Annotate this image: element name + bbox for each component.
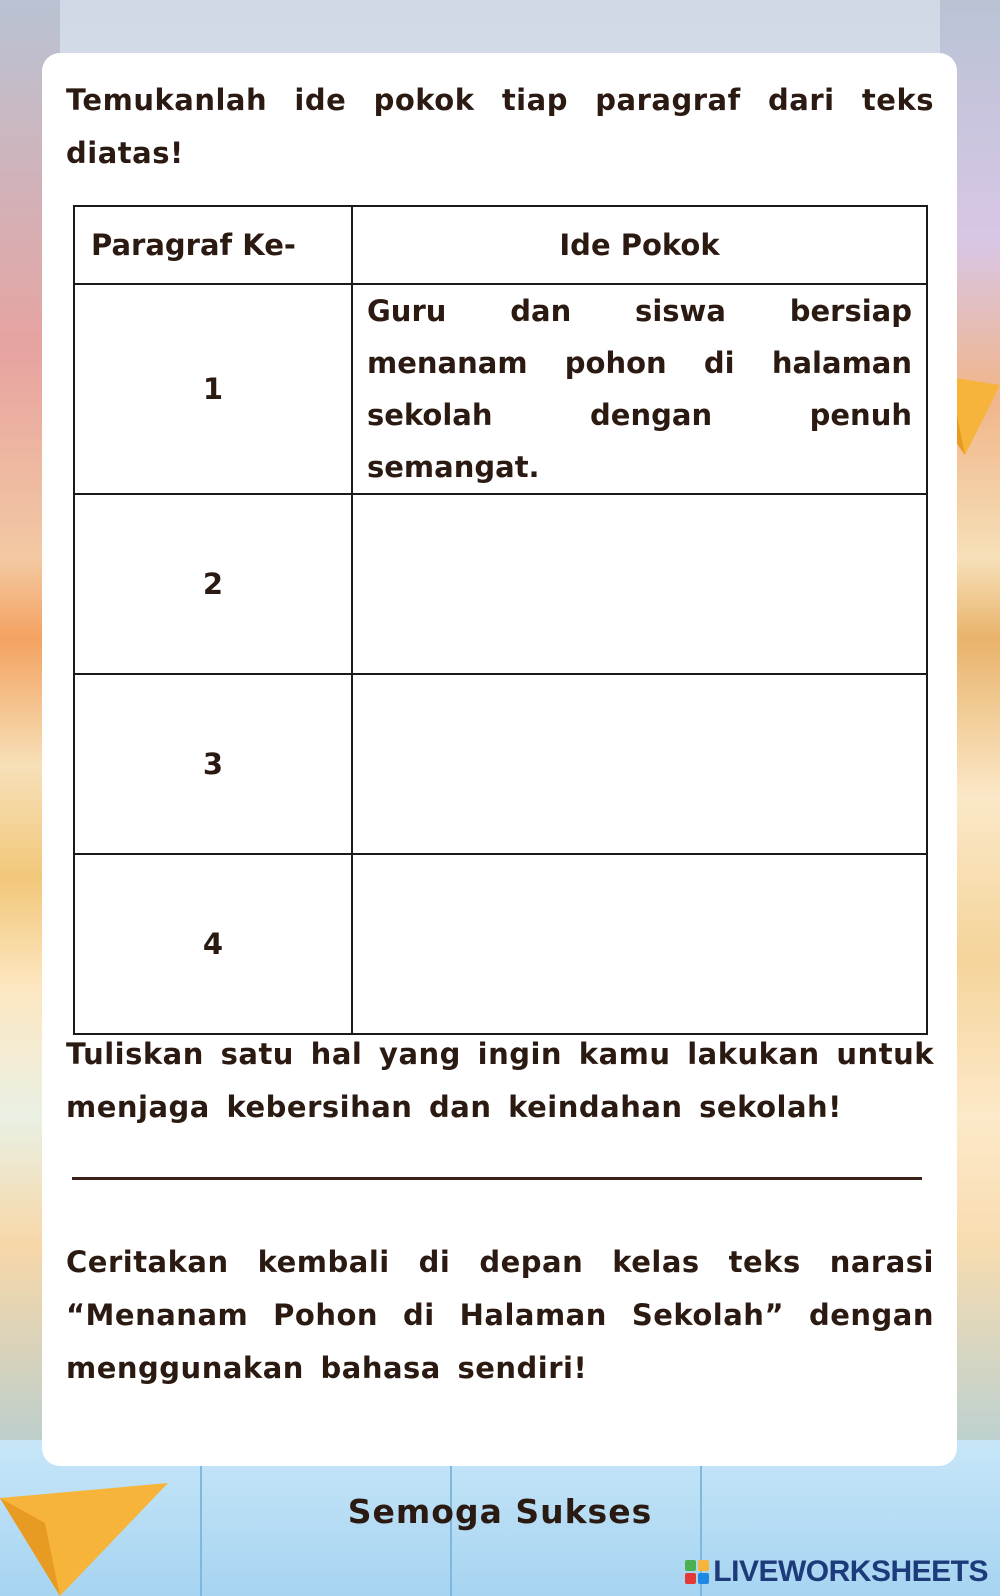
paragraph-number: 2 xyxy=(74,494,352,674)
paragraph-number: 4 xyxy=(74,854,352,1034)
main-idea-table xyxy=(73,205,928,1035)
main-idea-cell[interactable] xyxy=(352,494,927,674)
brand-name: LIVEWORKSHEETS xyxy=(713,1555,988,1588)
table-row xyxy=(74,284,927,494)
worksheet-card xyxy=(42,53,957,1466)
instruction-write-one-thing: Tuliskan satu hal yang ingin kamu lakukan untuk menjaga kebersihan dan keindahan sekolah! xyxy=(66,1037,934,1124)
brand-logo xyxy=(685,1555,988,1589)
answer-line[interactable] xyxy=(72,1177,922,1180)
table-row xyxy=(74,494,927,674)
header-paragraph: Paragraf Ke- xyxy=(74,206,352,284)
main-idea-cell[interactable] xyxy=(352,854,927,1034)
main-idea-cell[interactable] xyxy=(352,674,927,854)
main-idea-cell[interactable]: Guru dan siswa bersiap menanam pohon di halaman sekolah dengan penuh semangat. xyxy=(352,284,927,494)
table-header-row xyxy=(74,206,927,284)
paragraph-number: 1 xyxy=(74,284,352,494)
table-row xyxy=(74,854,927,1034)
instruction-retell: Ceritakan kembali di depan kelas teks narasi “Menanam Pohon di Halaman Sekolah” dengan menggunakan bahasa sendiri! xyxy=(66,1245,934,1385)
liveworksheets-logo-icon xyxy=(685,1560,709,1584)
instruction-main-idea: Temukanlah ide pokok tiap paragraf dari teks diatas! xyxy=(66,83,934,170)
paragraph-number: 3 xyxy=(74,674,352,854)
header-main-idea: Ide Pokok xyxy=(352,206,927,284)
closing-text: Semoga Sukses xyxy=(347,1492,653,1531)
table-row xyxy=(74,674,927,854)
